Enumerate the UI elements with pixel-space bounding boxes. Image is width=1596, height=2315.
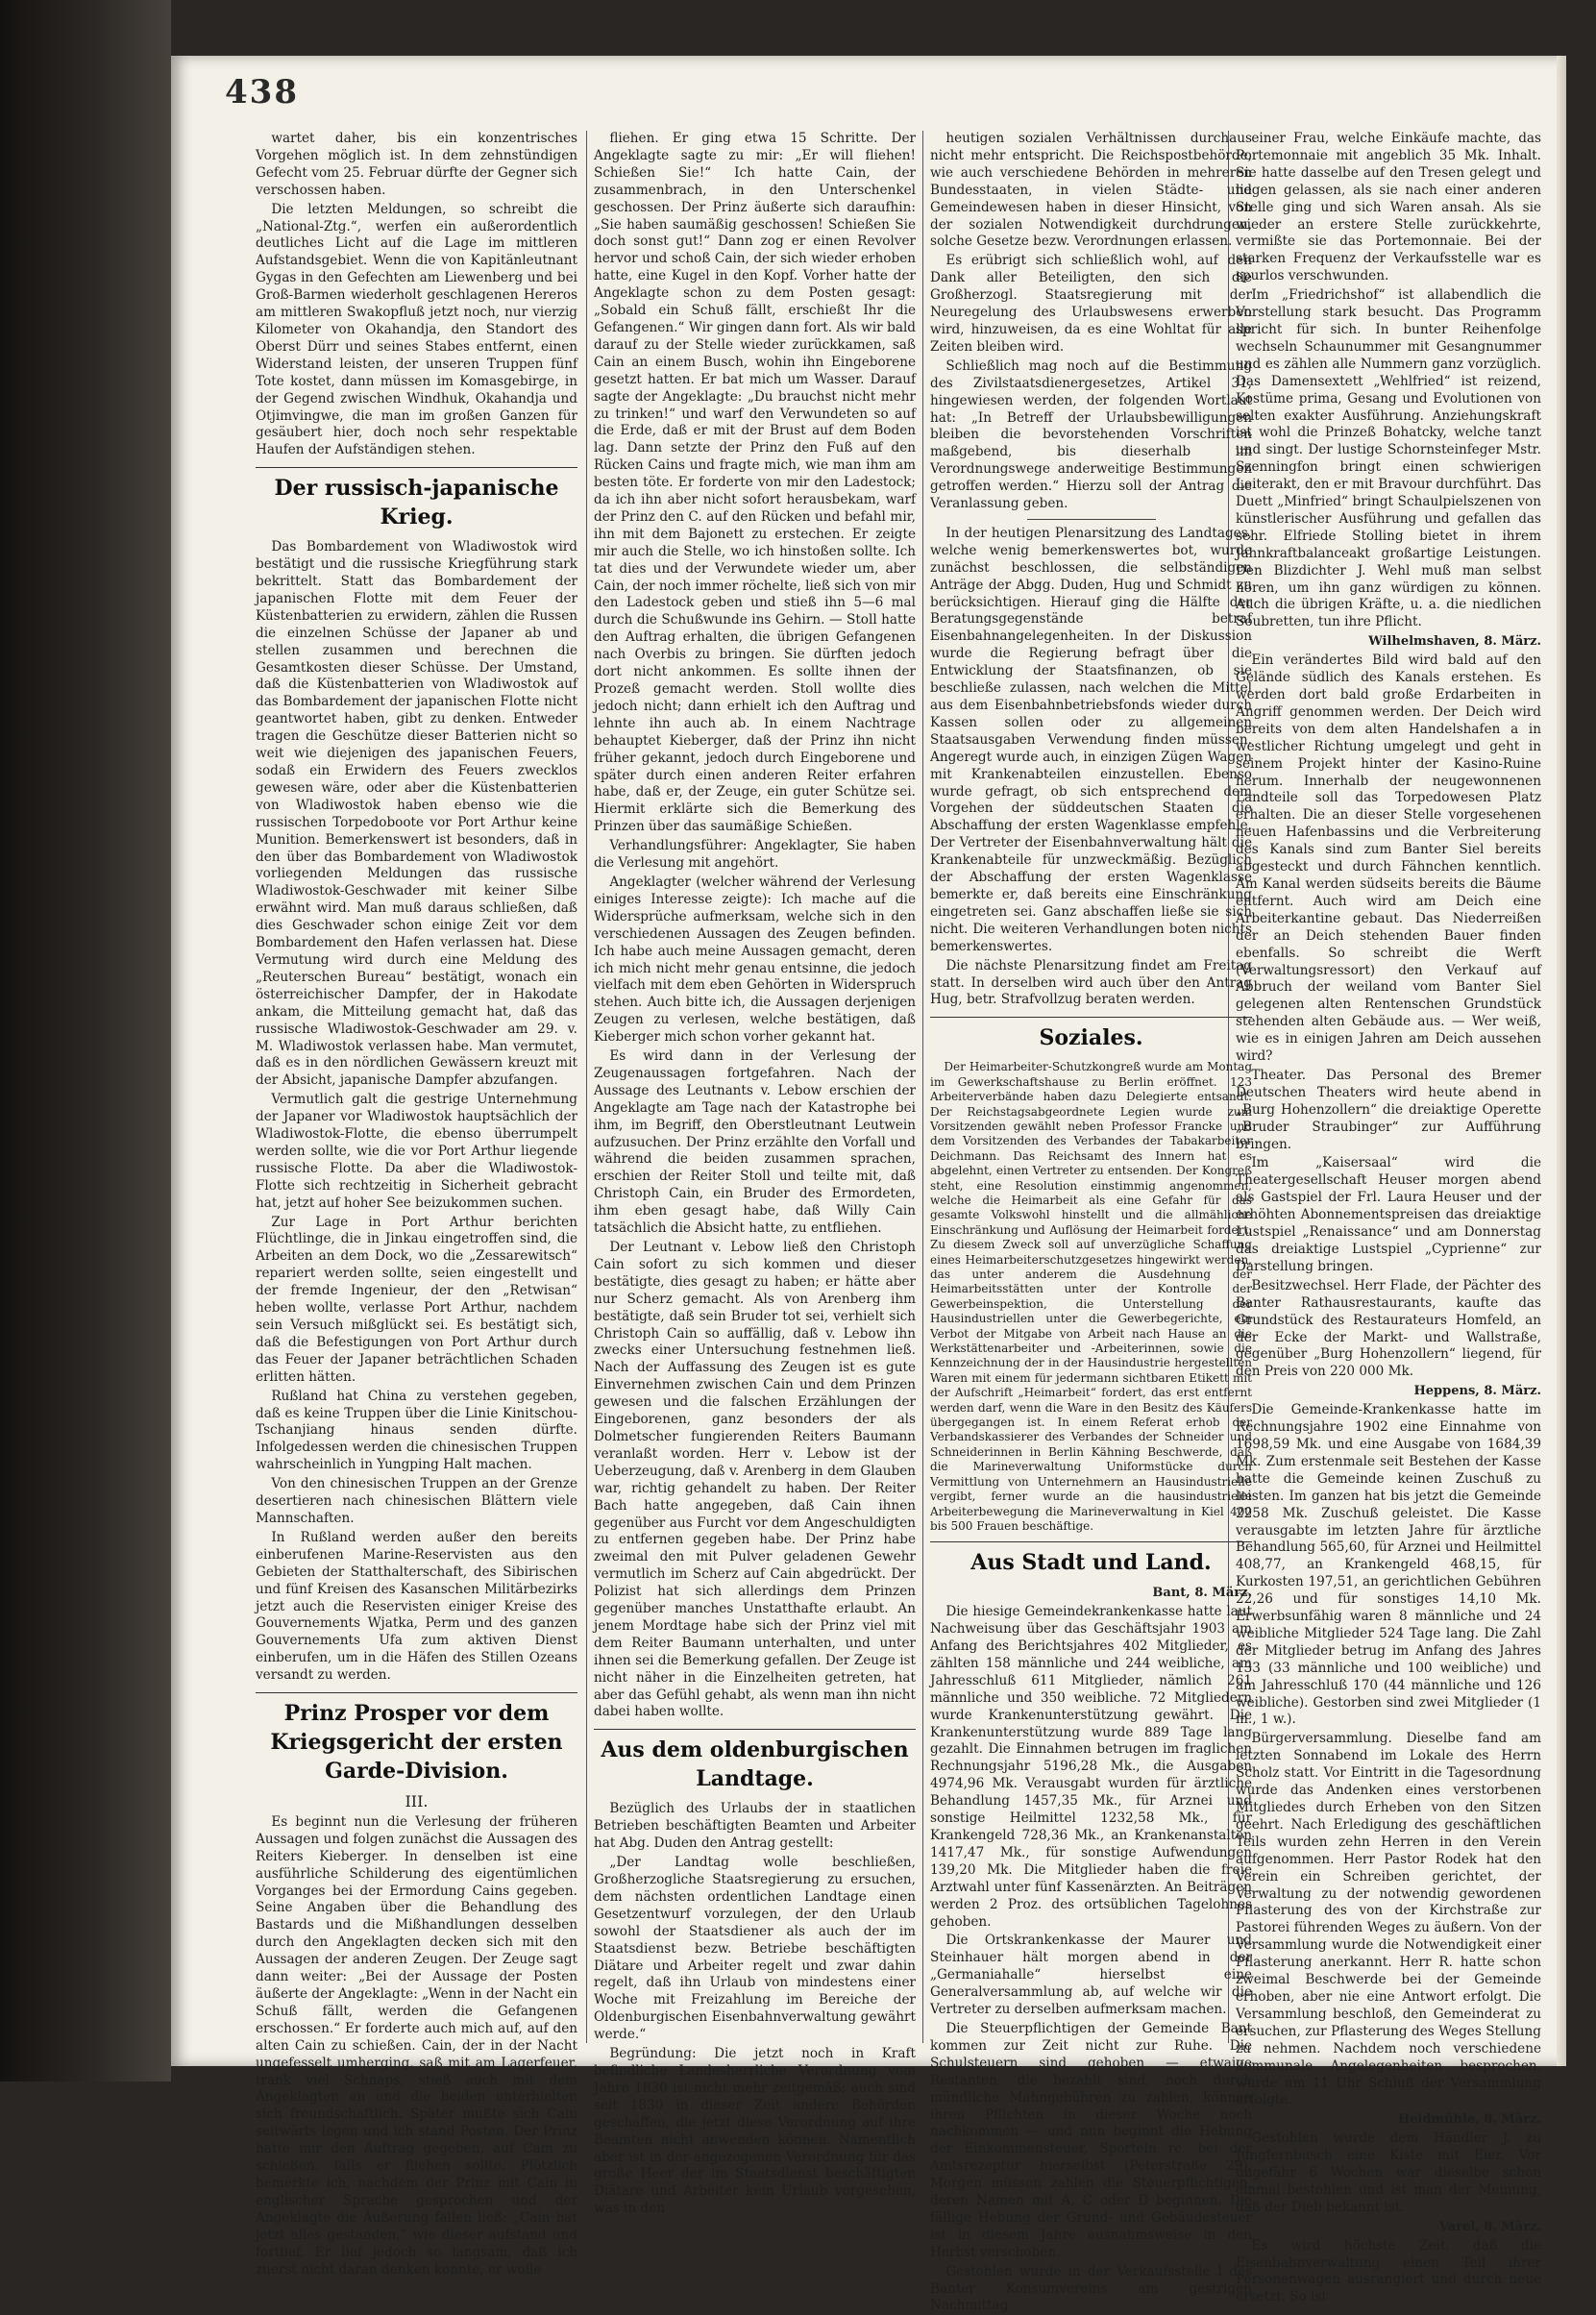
column-4 [1236,131,1541,2305]
article-paragraph: wartet daher, bis ein konzentrisches Vorgehen möglich ist. In dem zehnstündigen Gefecht vom 25. Februar dürfte der Gegner sich verschossen haben. [256,131,577,198]
dateline: Varel, 8. März. [1438,2219,1541,2234]
article-paragraph: Es wird dann in der Verlesung der Zeugenaussagen fortgefahren. Nach der Aussage des Leutnants v. Lebow erschien der Angeklagte am Tage nach der Katastrophe bei ihm, im Begriff, den Oberstleutnant Leutwein aufzusuchen. Der Prinz erzählte den Vorfall und während die beiden zusammen sprachen, erschien der Reiter Stoll und teilte mit, daß Christoph Cain, ein Bruder des Ermordeten, ihm eben gesagt habe, daß Willy Cain tatsächlich die Absicht hatte, zu entfliehen. [594,1048,916,1237]
section-rule [930,1017,1252,1018]
article-paragraph: Die nächste Plenarsitzung findet am Freitag statt. In derselben wird auch über den Antrag Hug, betr. Strafvollzug beraten werden. [930,957,1252,1008]
article-paragraph: Rußland hat China zu verstehen gegeben, daß es keine Truppen über die Linie Kinitschou-Tschanjiang hinaus senden dürfte. Infolgedessen werden die chinesischen Truppen wahrscheinlich in Yungping Halt machen. [256,1388,577,1473]
article-paragraph: Der Heimarbeiter-Schutzkongreß wurde am Montag im Gewerkschaftshause zu Berlin eröffnet. 123 Arbeiterverbände haben dazu Delegierte entsandt. Der Reichstagsabgeordnete Legien wurde zum Vorsitzenden gewählt neben Professor Francke und dem Vorsitzenden des Verbandes der Tabakarbeiter Deichmann. Das Reichsamt des Innern hat es abgelehnt, einen Vertreter zu entsenden. Der Kongreß steht, eine Resolution einstimmig angenommen, welche die Heimarbeit als eine Gefahr für das gesamte Volkswohl hinstellt und die allmähliche Einschränkung und Auflösung der Heimarbeit fordert. Zu diesem Zweck soll auf unverzügliche Schaffung eines Heimarbeiterschutzgesetzes hingewirkt werden, das unter anderem die Ausdehnung der Heimarbeitsstätten unter der Kontrolle der Gewerbeinspektion, die Unterstellung der Hausindustriellen unter die Gewerbegerichte, ein Verbot der Mitgabe von Arbeit nach Hause an die Werkstättenarbeiter und -Arbeiterinnen, sowie die Kennzeichnung der in der Hausindustrie hergestellten Waren mit einem für jedermann sichtbaren Etikett mit der Aufschrift „Heimarbeit“ fordert, das erst entfernt werden darf, wenn die Ware in den Besitz des Käufers übergegangen ist. In einem Referat erhob der Verbandskassierer des Verbandes der Schneider und Schneiderinnen in Berlin Kähning Beschwerde, daß die Marineverwaltung Uniformstücke durch Vermittlung von Unternehmern an Hausindustrielle vergibt, ferner wurde an die hausindustrielle Arbeiterbewegung die Marineverwaltung in Kiel 400 bis 500 Frauen beschäftige. [930,1060,1252,1533]
column-2 [594,131,916,2217]
newspaper-page [171,56,1566,2314]
dateline: Wilhelmshaven, 8. März. [1368,634,1541,650]
article-paragraph: Zur Lage in Port Arthur berichten Flüchtlinge, die in Jinkau eingetroffen sind, die Arbeiten an dem Dock, wo die „Zessarewitsch“ repariert werden sollte, seien eingestellt und der fremde Ingenieur, der den „Retwisan“ heben wollte, verlasse Port Arthur, nachdem sein Versuch mißglückt sei. Es bestätigt sich, daß die Befestigungen von Port Arthur durch das Feuer der Japaner beträchtlichen Schaden erlitten hätten. [256,1214,577,1385]
article-paragraph: Es beginnt nun die Verlesung der früheren Aussagen und folgen zunächst die Aussagen des Reiters Kieberger. In denselben ist eine ausführliche Schilderung des eigentümlichen Vorganges bei der Ermordung Cains gegeben. Seine Angaben über die Behandlung des Bastards und die Mißhandlungen desselben durch den Angeklagten decken sich mit den Aussagen der anderen Zeugen. Der Zeuge sagt dann weiter: „Bei der Aussage der Posten äußerte der Angeklagte: „Wenn in der Nacht ein Schuß fällt, werden die Gefangenen erschossen.“ Er forderte auch mich auf, auf den alten Cain zu schießen. Cain, der in der Nacht ungefesselt umherging, saß mit am Lagerfeuer, trank viel Schnaps, stieß auch mit dem Angeklagten an und die beiden unterhielten sich freundschaftlich. Später mußte sich Cain seitwärts legen und ich stand Posten. Der Prinz hatte mir den Auftrag gegeben, auf Cain zu schießen, falls er fliehen sollte. Plötzlich bemerkte ich, nachdem der Prinz mit Cain in englischer Sprache gesprochen und der Angeklagte die Äußerung fallen ließ: „Cain hat jetzt alles gestanden,“ wie dieser aufstand und fortlief. Er lief jedoch so langsam, daß ich zuerst nicht daran denken konnte, er wolle [256,1813,577,2278]
column-rule [586,131,587,2043]
article-paragraph: Angeklagter (welcher während der Verlesung einiges Interesse zeigte): Ich mache auf die Widersprüche aufmerksam, welche sich in den verschiedenen Aussagen des Zeugen befinden. Ich habe auch meine Aussagen gemacht, deren ich mich nicht mehr genau entsinne, die jedoch vielfach mit dem eben Gehörten in Widerspruch stehen. Auch bitte ich, die Aussagen derjenigen Zeugen zu verlesen, welche bestätigen, daß Kieberger mich schon vorher gekannt hat. [594,874,916,1046]
section-rule [256,1692,577,1693]
article-paragraph: Begründung: Die jetzt noch in Kraft befindliche Landesherrliche Verordnung vom Jahre 1830 ist nicht mehr zeitgemäß; auch sind seit 1830 in dieser Zeit andere Behörden geschaffen, die jetzt diese Verordnung auf ihre Beamten nicht anwenden können. Namentlich aber ist in der angezogenen Verordnung für das große Heer der im Staatsdienst beschäftigten Diätare und Arbeiter kein Urlaub vorgesehen, was in den [594,2046,916,2217]
article-paragraph: heutigen sozialen Verhältnissen durchaus nicht mehr entspricht. Die Reichspostbehörde, wie auch verschiedene Behörden in mehreren Bundesstaaten, in vielen Städte- und Gemeindewesen haben in dieser Hinsicht, von der sozialen Notwendigkeit durchdrungen, solche Gesetze bezw. Verordnungen erlassen. [930,131,1252,250]
article-paragraph: Das Bombardement von Wladiwostok wird bestätigt und die russische Kriegführung stark bekrittelt. Statt das Bombardement der japanischen Flotte mit dem Feuer der Küstenbatterien zu erwidern, zählen die Russen die einzelnen Schüsse der Japaner ab und stellen zusammen und berechnen die Gesamtkosten dieser Schüsse. Der Umstand, daß die Küstenbatterien von Wladiwostok auf das Bombardement der japanischen Flotte nicht geantwortet haben, gibt zu denken. Entweder tragen die Geschütze dieser Batterien nicht so weit wie diejenigen des japanischen Feuers, sodaß ein Erwidern des Feuers zwecklos gewesen wäre, oder aber die Küstenbatterien von Wladiwostok haben ebenso wie die russischen Torpedoboote vor Port Arthur keine Munition. Bemerkenswert ist besonders, daß in den über das Bombardement von Wladiwostok vorliegenden Meldungen das russische Wladiwostok-Geschwader mit keiner Silbe erwähnt wird. Man muß daraus schließen, daß dies Geschwader schon einige Zeit vor dem Bombardement den Hafen verlassen hat. Diese Vermutung wird durch eine Meldung des „Reuterschen Bureau“ bestätigt, wonach ein österreichischer Dampfer, der in Hakodate ankam, die Mitteilung gemacht hat, daß das russische Wladiwostok-Geschwader am 29. v. M. Wladiwostok verlassen habe. Man vermutet, daß es in den nördlichen Gewässern kreuzt mit der Absicht, japanische Dampfer abzufangen. [256,539,577,1089]
page-edge [1557,56,1566,2066]
article-paragraph: Gestohlen wurde in der Verkaufsstelle I des Banter Konsumvereins am gestrigen Nachmittag [930,2263,1252,2314]
column-3 [930,131,1252,2314]
column-1 [256,131,577,2278]
headline-russo-japanese-war: Der russisch-japanische Krieg. [274,476,559,530]
dateline: Bant, 8. März. [1152,1586,1252,1601]
headline-soziales: Soziales. [1039,1025,1143,1051]
article-paragraph: Besitzwechsel. Herr Flade, der Pächter des Banter Rathausrestaurants, kaufte das Grundstück des Restaurateurs Homfeld, an der Ecke der Markt- und Wallstraße, gegenüber „Burg Hohenzollern“ liegend, für den Preis von 220 000 Mk. [1236,1277,1541,1380]
page-number: 438 [225,73,299,111]
separator [1027,519,1156,520]
article-paragraph: Der Leutnant v. Lebow ließ den Christoph Cain sofort zu sich kommen und dieser bestätigte, dies gesagt zu haben; er hätte aber nur Scherz gemacht. Als von Arenberg ihm bestätigte, daß sein Bruder tot sei, verhielt sich Christoph Cain so auffällig, daß v. Lebow ihn zwecks einer Untersuchung festnehmen ließ. Nach der Auffassung des Zeugen ist es gute Einvernehmen zwischen Cain und dem Prinzen gewesen und die falschen Erzählungen der Eingeborenen, ganz besonders der als Dolmetscher fungierenden Reiters Baumann veranlaßt worden. Herr v. Lebow ist der Ueberzeugung, daß v. Arenberg in dem Glauben war, richtig gehandelt zu haben. Der Reiter Bach hatte angegeben, daß Cain ihnen gegenüber aus Furcht vor dem Angeschuldigten zu entfernen gegeben habe. Der Prinz habe zweimal den mit Pulver geladenen Gewehr vermutlich im Scherz auf Cain abgedrückt. Der Polizist hat sich allerdings dem Prinzen gegenüber manches Unstatthafte erlaubt. An jenem Mordtage habe sich der Prinz viel mit dem Reiter Baumann unterhalten, und unter ihnen sei die Bemerkung gefallen. Der Zeuge ist nicht näher in die Einzelheiten getreten, hat aber das Gefühl gehabt, als wenn man ihn nicht dabei haben wollte. [594,1240,916,1720]
article-paragraph: Bürgerversammlung. Dieselbe fand am letzten Sonnabend im Lokale des Herrn Scholz statt. Vor Eintritt in die Tagesordnung wurde das Andenken eines verstorbenen Mitgliedes durch Erheben von den Sitzen geehrt. Nach Erledigung des geschäftlichen Teils wurden zehn Herren in den Verein aufgenommen. Herr Pastor Rodek hat den Verein ein Schreiben gerichtet, der Verwaltung zu der notwendig gewordenen Pflasterung des von der Kirchstraße zur Pastorei führenden Weges zu äußern. Von der Versammlung wurde die Notwendigkeit einer Pflasterung anerkannt. Herr R. hatte schon zweimal Beschwerde bei der Gemeinde erhoben, aber nie eine Antwort erfolgt. Die Versammlung beschloß, den Gemeinderat zu ersuchen, zur Pflasterung des Weges Stellung zu nehmen. Nachdem noch verschiedene kommunale Angelegenheiten besprochen, wurde um 11 Uhr Schluß der Versammlung erfolgte. [1236,1731,1541,2108]
article-paragraph: Ein verändertes Bild wird bald auf den Gelände südlich des Kanals erstehen. Es werden dort bald große Erdarbeiten in Angriff genommen werden. Der Deich wird bereits von dem alten Handelshafen a in westlicher Richtung umgelegt und geht in seinem Projekt hinter der Kasino-Ruine herum. Innerhalb der neugewonnenen Landteile soll das Torpedowesen Platz erhalten. Die an dieser Stelle vorgesehenen neuen Hafenbassins und die Verbreiterung des Kanals sind zum Banter Siel bereits abgesteckt und durch Fähnchen kenntlich. Am Kanal werden südseits bereits die Bäume entfernt. Auch wird am Deich eine Arbeiterkantine gebaut. Das Niederreißen der an Deich stehenden Bauer finden ebenfalls. So schreibt die Werft (Verwaltungsressort) den Verkauf auf Abbruch der weiland vom Banter Siel gelegenen alten Rentenschen Grundstück stehenden alten Gebäude aus. — Wer weiß, wie es in einigen Jahren am Deich aussehen wird? [1236,653,1541,1065]
section-rule [930,1541,1252,1542]
article-paragraph: Theater. Das Personal des Bremer Deutschen Theaters wird heute abend in „Burg Hohenzollern“ die dreiaktige Operette „Bruder Straubinger“ zur Aufführung bringen. [1236,1067,1541,1152]
article-paragraph: Die letzten Meldungen, so schreibt die „National-Ztg.“, werfen ein außerordentlich deutliches Licht auf die Lage im mittleren Aufstandsgebiet. Wenn die von Kapitänleutnant Gygas in den Gefechten am Liewenberg und bei Groß-Barmen wiederholt geschlagenen Hereros am mittleren Swakopfluß jetzt noch, nur vierzig Kilometer von Okahandja, den Standort des Oberst Dürr und seines Stabes entfernt, einen Widerstand leisten, der unseren Truppen fünf Tote kostet, dann müssen im Komasgebirge, in der Gegend zwischen Windhuk, Okahandja und Otjimvingwe, die man im großen Ganzen für gesäubert hier, doch noch sehr respektable Haufen der Aufständigen stehen. [256,201,577,458]
article-part-number: III. [405,1792,429,1811]
article-paragraph: Verhandlungsführer: Angeklagter, Sie haben die Verlesung mit angehört. [594,838,916,872]
column-rule [922,131,923,2043]
dateline: Heppens, 8. März. [1413,1384,1541,1399]
binding-shadow [0,0,171,2081]
article-paragraph: Die Ortskrankenkasse der Maurer und Steinhauer hält morgen abend in der „Germaniahalle“ hierselbst eine Generalversammlung ab, auf welche wir die Vertreter zu derselben aufmerksam machen. [930,1933,1252,2018]
article-paragraph: In der heutigen Plenarsitzung des Landtages, welche wenig bemerkenswertes bot, wurde zunächst beschlossen, die selbständigen Anträge der Abgg. Duden, Hug und Schmidt zu berücksichtigen. Hierauf ging die Hälfte der Beratungsgegenstände betraf Eisenbahnangelegenheiten. In der Diskussion wurde die Regierung befragt über die Entwicklung der Staatsfinanzen, ob sie beschließe zulassen, nach welchen die Mittel aus dem Eisenbahnbetriebsfonds wieder durch Kassen sollen oder zu allgemeinen Staatsausgaben Verwendung finden müssen. Angeregt wurde auch, in einzigen Zügen Wagen mit Krankenabteilen einzustellen. Ebenso wurde gefragt, ob sich entsprechend dem Vorgehen der süddeutschen Staaten die Abschaffung der ersten Wagenklasse empfehle. Der Vertreter der Eisenbahnverwaltung hält die Krankenabteile für unzweckmäßig. Bezüglich der Abschaffung der ersten Wagenklasse bemerkte er, daß bereits eine Einschränkung eingetreten sei. Ganz abschaffen ließe sie sich nicht. Die weiteren Verhandlungen boten nichts bemerkenswertes. [930,525,1252,954]
article-paragraph: Die hiesige Gemeindekrankenkasse hatte laut Nachweisung über das Geschäftsjahr 1903 am Anfang des Berichtsjahres 402 Mitglieder, es zählten 158 männliche und 244 weibliche, am Jahresschluß 611 Mitglieder, nämlich 261 männliche und 350 weibliche. 72 Mitgliedern wurde Krankenunterstützung gewährt. Die Krankenunterstützung wurde 889 Tage lang gezahlt. Die Einnahmen betrugen im fraglichen Rechnungsjahr 5196,28 Mk., die Ausgaben 4974,96 Mk. Verausgabt wurden für ärztliche Behandlung 1457,35 Mk., für Arznei und sonstige Heilmittel 1232,58 Mk., für Krankengeld 728,36 Mk., an Krankenanstalten 1417,47 Mk., für sonstige Aufwendungen 139,20 Mk. Die Mitglieder haben die freie Arztwahl unter fünf Kassenärzten. An Beiträgen werden 2 Proz. des ortsüblichen Tagelohnes gehoben. [930,1604,1252,1930]
article-paragraph: Bezüglich des Urlaubs der in staatlichen Betrieben beschäftigten Beamten und Arbeiter hat Abg. Duden den Antrag gestellt: [594,1801,916,1852]
article-paragraph: In Rußland werden außer den bereits einberufenen Marine-Reservisten aus den Gebieten der Statthalterschaft, des Sibirischen und fünf Kreisen des Kasanschen Militärbezirks jetzt auch die Reservisten einiger Kreise des Gouvernements Wjatka, Perm und des ganzen Gouvernements Ufa zum aktiven Dienst einberufen, um in die Häfen des Stillen Ozeans versandt zu werden. [256,1529,577,1684]
article-paragraph: Im „Kaisersaal“ wird die Theatergesellschaft Heuser morgen abend als Gastspiel der Frl. Laura Heuser und der erhöhten Abonnementspreisen das dreiaktige Lustspiel „Renaissance“ und am Donnerstag das dreiaktige Lustspiel „Cyprienne“ zur Darstellung bringen. [1236,1155,1541,1274]
article-paragraph: Die Steuerpflichtigen der Gemeinde Bant kommen zur Zeit nicht zur Ruhe. Die Schulsteuern sind gehoben — etwaige Restanten, die bezahlt sind, noch durch mündliche Mahngebühren zu zahlen, können ihren Pflichten in dieser Woche noch nachkommen — und nun beginnt die Hebung der Einkommensteuer, Sporteln rc. bei der Amtsrezeptur hierselbst (Peterstraße 29). Morgen müssen zahlen die Steuerpflichtigen, deren Namen mit A, C oder D beginnen. Die fällige Hebung der Grund- und Gebäudesteuer ist in diesem Jahre ausnahmsweise in den Herbst verschoben. [930,2020,1252,2260]
article-paragraph: „Der Landtag wolle beschließen, Großherzogliche Staatsregierung zu ersuchen, dem nächsten ordentlichen Landtage einen Gesetzentwurf vorzulegen, der den Urlaub sowohl der Staatsdiener als auch der im Staatsdienst bezw. Betriebe beschäftigten Diätare und Arbeiter regelt und zwar dahin regelt, daß ihn Urlaub von mindestens einer Woche mit Freizahlung im Bereiche der Oldenburgischen Eisenbahnverwaltung gewährt werde.“ [594,1855,916,2043]
article-paragraph: fliehen. Er ging etwa 15 Schritte. Der Angeklagte sagte zu mir: „Er will fliehen! Schießen Sie!“ Ich hatte Cain, der zusammenbrach, in den Unterschenkel geschossen. Der Prinz äußerte sich daraufhin: „Sie haben saumäßig geschossen! Schießen Sie doch sonst gut!“ Dann zog er einen Revolver hervor und schoß Cain, der sich wieder erhoben hatte, eine Kugel in den Kopf. Vorher hatte der Angeklagte schon zu dem Posten gesagt: „Sobald ein Schuß fällt, erschießt Ihr die Gefangenen.“ Wir gingen dann fort. Als wir bald darauf zu der Stelle wieder zurückkamen, saß Cain an einem Busch, wohin ihn Eingeborene gesetzt hatten. Er bat mich um Wasser. Darauf sagte der Angeklagte: „Du brauchst nicht mehr zu trinken!“ und warf den Verwundeten so auf die Erde, daß er mit der Brust auf dem Boden lag. Dann setzte der Prinz den Fuß auf den Rücken Cains und fragte mich, wie man ihm am besten töte. Er forderte von mir den Ladestock; da ich ihn aber nicht sofort herausbekam, warf der Prinz den C. auf den Rücken und befahl mir, ihn mit dem Bajonett zu erstechen. Er zeigte mir auch die Stelle, wo ich hinstoßen sollte. Ich tat dies und der Verwundete wieder um, aber Cain, der noch immer röchelte, ließ sich von mir den Ladestock geben und stieß ihn 5—6 mal durch die Schußwunde ins Gehirn. — Stoll hatte den Auftrag erhalten, die übrigen Gefangenen nach Overbis zu bringen. Sie dürften jedoch dort nicht ankommen. Es sollte ihnen der Prozeß gemacht werden. Stoll wollte dies jedoch nicht; dann erhielt ich den Auftrag und lehnte ihn auch ab. In einem Nachtrage behauptet Kieberger, daß der Prinz ihn nicht früher gekannt, jedoch durch Eingeborene und später durch einen anderen Reiter erfahren habe, daß er, der Zeuge, ein guter Schütze sei. Hiermit erklärte sich die Bemerkung des Prinzen über das saumäßige Schießen. [594,131,916,835]
section-rule [594,1729,916,1730]
article-paragraph: Im „Friedrichshof“ ist allabendlich die Vorstellung stark besucht. Das Programm spricht für sich. In bunter Reihenfolge wechseln Schaunummer mit Gesangnummer und es zählen alle Nummern ganz vorzüglich. Das Damensextett „Wehlfried“ ist reizend, Kostüme prima, Gesang und Evolutionen von selten exakter Ausführung. Anziehungskraft ist wohl die Prinzeß Bohatcky, welche tanzt und singt. Der lustige Schornsteinfeger Mstr. Szenningfon bringt einen schwierigen Leiterakt, den er mit Bravour durchführt. Das Duett „Minfried“ bringt Schaulpielszenen von künstlerischer Ausführung und gefallen das sehr. Elfriede Stolling bietet in ihrem Jahnkraftbalanceakt großartige Leistungen. Den Blizdichter J. Wehl muß man selbst hören, um ihn ganz würdigen zu können. Auch die übrigen Kräfte, u. a. die niedlichen Soubretten, tun ihre Pflicht. [1236,287,1541,630]
article-paragraph: Gestohlen wurde dem Händler J. zu Jungfernbusch eine Kiste mit Eier. Vor ungefähr 6 Wochen war dieselbe schon einmal bestohlen und ist man der Meinung, daß der Dieb bekannt ist. [1236,2130,1541,2215]
headline-prinz-prosper: Prinz Prosper vor dem Kriegsgericht der ersten Garde-Division. [270,1701,563,1785]
article-paragraph: Vermutlich galt die gestrige Unternehmung der Japaner vor Wladiwostok hauptsächlich der Wladiwostok-Flotte, die ebenso überrumpelt werden sollte, wie die vor Port Arthur liegende russische Flotte. Da aber die Wladiwostok-Flotte sich rechtzeitig in Sicherheit gebracht hat, jetzt auf hoher See beizukommen suchen. [256,1092,577,1211]
article-paragraph: Von den chinesischen Truppen an der Grenze desertieren nach chinesischen Blättern viele Mannschaften. [256,1476,577,1526]
article-paragraph: einer Frau, welche Einkäufe machte, das Portemonnaie mit angeblich 35 Mk. Inhalt. Sie hatte dasselbe auf den Tresen gelegt und liegen gelassen, als sie nach einer anderen Stelle ging und sich Waren ansah. Als sie wieder an erstere Stelle zurückkehrte, vermißte sie das Portemonnaie. Bei der starken Frequenz der Verkaufsstelle war es spurlos verschwunden. [1236,131,1541,284]
headline-oldenburg-landtag: Aus dem oldenburgischen Landtage. [601,1737,909,1792]
headline-stadt-und-land: Aus Stadt und Land. [970,1550,1212,1576]
dateline: Heidmühle, 8. März. [1397,2112,1541,2128]
article-paragraph: Es erübrigt sich schließlich wohl, auf den Dank aller Beteiligten, den sich die Großherzogl. Staatsregierung mit der Neuregelung des Urlaubswesens erwerben wird, hinzuweisen, da es eine Wohltat für alle Zeiten bleiben wird. [930,253,1252,355]
article-paragraph: Die Gemeinde-Krankenkasse hatte im Rechnungsjahre 1902 eine Einnahme von 1698,59 Mk. und eine Ausgabe von 1684,39 Mk. Zum erstenmale seit Bestehen der Kasse hatte die Gemeinde keinen Zuschuß zu leisten. Im ganzen hat bis jetzt die Gemeinde 2258 Mk. Zuschuß geleistet. Die Kasse verausgabte im letzten Jahre für ärztliche Behandlung 565,60, für Arznei und Heilmittel 408,77, an Krankengeld 468,15, für Kurkosten 197,51, an gerichtlichen Gebühren 22,26 und für sonstiges 14,10 Mk. Erwerbsunfähig waren 8 männliche und 24 weibliche Mitglieder 524 Tage lang. Die Zahl der Mitglieder betrug im Anfang des Jahres 133 (33 männliche und 100 weibliche) und am Jahresschluß 170 (44 männliche und 126 weibliche). Gestorben sind zwei Mitglieder (1 m., 1 w.). [1236,1402,1541,1728]
article-paragraph: Schließlich mag noch auf die Bestimmung des Zivilstaatsdienergesetzes, Artikel 31, hingewiesen werden, der folgenden Wortlaut hat: „In Betreff der Urlaubsbewilligungen bleiben die bevorstehenden Vorschriften maßgebend, bis dieserhalb im Verordnungswege anderweitige Bestimmungen getroffen werden.“ Hierzu soll der Antrag die Veranlassung geben. [930,357,1252,512]
article-paragraph: Es wird höchste Zeit, daß die Eisenbahnverwaltung einen Teil ihrer Personenwagen ausrangiert und durch neue ersetzt. So ist [1236,2237,1541,2305]
section-rule [256,467,577,468]
